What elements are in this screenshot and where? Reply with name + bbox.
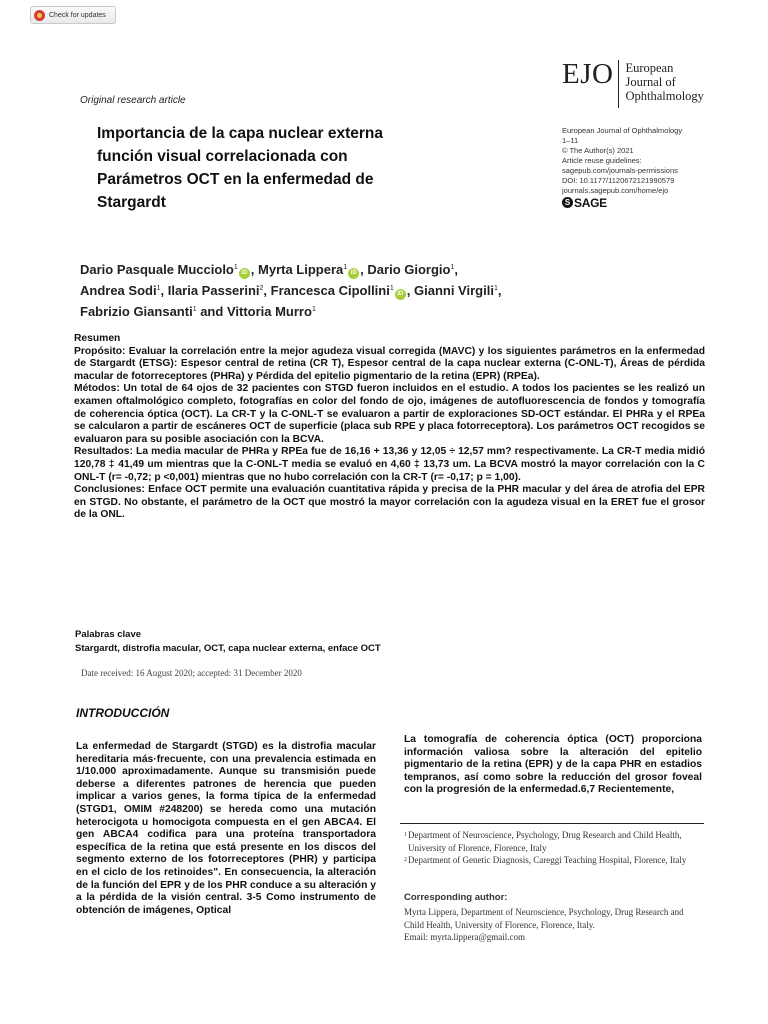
article-title <box>97 122 477 214</box>
journal-abbreviation: EJO <box>562 58 614 90</box>
keywords-heading: Palabras clave <box>75 629 142 640</box>
author-name: Andrea Sodi <box>80 283 157 298</box>
check-for-updates-label: Check for updates <box>49 11 106 19</box>
check-for-updates-badge[interactable] <box>30 6 116 24</box>
author-name: Myrta Lippera <box>258 262 344 277</box>
author-affiliation-mark: 1 <box>311 306 316 313</box>
abstract-results: Resultados: La media macular de PHRa y RPEa fue de 16,16 + 13,36 y 12,05 ÷ 12,57 mm? respectivamente. La CR-T media midió 120,78 ‡ 41,49 um mientras que la C-ONL-T media se evaluó en 4,60 ‡ 13,73 um. La BCVA mostró la mayor correlación con la C ONL-T (r= -0,72; p <0,001) mientras que no hubo correlación con la CR-T (r= -0,17; p = 1,00). <box>74 446 705 483</box>
abstract <box>74 333 705 522</box>
corresponding-author <box>404 906 704 944</box>
journal-metadata <box>562 126 762 208</box>
received-dates: Date received: 16 August 2020; accepted: 31 December 2020 <box>81 668 302 678</box>
journal-name-line: European <box>625 61 674 75</box>
publisher-name: SAGE <box>574 195 607 210</box>
meta-reuse-label: Article reuse guidelines: <box>562 156 642 165</box>
author-affiliation-mark: 1 <box>233 264 238 271</box>
author-affiliation-mark: 2 <box>259 285 264 292</box>
author-name: Vittoria Murro <box>226 304 312 319</box>
abstract-methods: Métodos: Un total de 64 ojos de 32 pacientes con STGD fueron incluidos en el estudio. A todos los pacientes se les realizó un examen oftalmológico completo, fotografías en color del fondo de ojo, imágenes de autofluorescencia de fondos y tomografía de coherencia óptica (OCT). La CR-T y la C-ONL-T se evaluaron a partir de exploraciones SD-OCT estándar. El PHRa y el RPEa se calcularon a partir de escáneres OCT de superficie (placa sub RPE y placa fotorreceptora). Los parámetros OCT recogidos se evaluaron para su posible asociación con la BCVA. <box>74 383 705 445</box>
corresponding-author-address: Myrta Lippera, Department of Neuroscience, Psychology, Drug Research and Child Health, University of Florence, Florence, Italy. <box>404 907 684 930</box>
article-type: Original research article <box>80 95 186 106</box>
author-affiliation-mark: 1 <box>450 264 455 271</box>
publisher-logo <box>562 197 762 208</box>
affiliation-item <box>404 854 704 867</box>
author-name: Dario Giorgio <box>367 262 451 277</box>
affiliation-text: Department of Neuroscience, Psychology, Drug Research and Child Health, University of Florence, Florence, Italy <box>408 830 682 853</box>
orcid-icon[interactable]: iD <box>239 268 250 279</box>
meta-journal: European Journal of Ophthalmology <box>562 126 683 135</box>
introduction-right-column: La tomografía de coherencia óptica (OCT) proporciona información valiosa sobre la alteración del epitelio pigmentario de la retina (EPR) y de la capa PHR en estadios tempranos, así como sobre la reducción del grosor foveal con la progresión de la enfermedad.6,7 Recientemente, <box>404 734 702 796</box>
title-line: Importancia de la capa nuclear externa <box>97 125 384 142</box>
author-affiliation-mark: 1 <box>389 285 394 292</box>
crossmark-icon <box>34 10 45 21</box>
keywords-text: Stargardt, distrofia macular, OCT, capa nuclear externa, enface OCT <box>75 643 381 654</box>
sage-logo-icon: S <box>562 197 573 208</box>
journal-name-line: Journal of <box>625 75 676 89</box>
corresponding-author-email[interactable]: Email: myrta.lippera@gmail.com <box>404 932 526 942</box>
footnote-divider <box>400 823 704 824</box>
title-line: Stargardt <box>97 194 166 211</box>
abstract-conclusions: Conclusiones: Enface OCT permite una evaluación cuantitativa rápida y precisa de la PHR macular y del área de atrofia del EPR en STGD. No obstante, el parámetro de la OCT que mostró la mayor correlación con la agudeza visual en la ERET fue el grosor de la ONL. <box>74 484 705 521</box>
orcid-icon[interactable]: iD <box>395 289 406 300</box>
corresponding-author-heading: Corresponding author: <box>404 892 508 903</box>
affiliation-item <box>404 829 704 854</box>
author-affiliation-mark: 1 <box>156 285 161 292</box>
meta-copyright: © The Author(s) 2021 <box>562 146 634 155</box>
abstract-purpose: Propósito: Evaluar la correlación entre la mejor agudeza visual corregida (MAVC) y los siguientes parámetros en la enfermedad de Stargardt (ETSG): Espesor central de retina (CR T), Espesor central de la capa nuclear externa (C-ONL-T), Áreas de pérdida macular de fotorreceptores (PHRa) y Pérdida del epitelio pigmentario de la retina (EPR) (RPEa). <box>74 345 705 382</box>
introduction-heading: INTRODUCCIÓN <box>76 706 170 720</box>
title-line: función visual correlacionada con <box>97 148 348 165</box>
meta-permissions-link[interactable]: sagepub.com/journals-permissions <box>562 166 678 175</box>
author-name: Gianni Virgili <box>413 283 494 298</box>
journal-name-line: Ophthalmology <box>625 89 704 103</box>
title-line: Parámetros OCT en la enfermedad de <box>97 171 374 188</box>
author-name: Ilaria Passerini <box>167 283 260 298</box>
meta-doi[interactable]: DOI: 10.1177/1120672121990579 <box>562 176 675 185</box>
abstract-heading: Resumen <box>74 333 121 344</box>
affiliation-text: Department of Genetic Diagnosis, Careggi Teaching Hospital, Florence, Italy <box>408 855 687 865</box>
journal-name <box>625 58 703 103</box>
affiliations <box>404 829 704 867</box>
author-name: Francesca Cipollini <box>270 283 390 298</box>
affiliation-number: 1 <box>404 832 407 838</box>
meta-journal-link[interactable]: journals.sagepub.com/home/ejo <box>562 186 669 195</box>
author-affiliation-mark: 1 <box>493 285 498 292</box>
author-affiliation-mark: 1 <box>192 306 197 313</box>
author-list: Dario Pasquale Mucciolo$^1$iD , Myrta Lippera$^1$iD , Dario Giorgio$^1$, Andrea Sodi$^1$, Ilaria Passerini$^2$, Francesca Cipollini$^1$iD , Gianni Virgili$^1$, Fabrizio Giansanti$^1$ and Vittoria Murro$^1$ <box>80 262 502 319</box>
journal-logo <box>562 58 704 108</box>
meta-pages: 1–11 <box>562 136 579 145</box>
logo-divider <box>618 60 619 108</box>
affiliation-number: 2 <box>404 857 407 863</box>
orcid-icon[interactable]: iD <box>348 268 359 279</box>
author-affiliation-mark: 1 <box>343 264 348 271</box>
introduction-left-column: La enfermedad de Stargardt (STGD) es la distrofia macular hereditaria más·frecuente, con una prevalencia estimada en 1/10.000 aproximadamente. Aunque su transmisión puede deberse a diferentes patrones de herencia que pueden implicar a varios genes, la forma típica de la enfermedad (STGD1, OMIM #248200) se hereda como una mutación heterocigota u homocigota compuesta en el gen ABCA4. El gen ABCA4 codifica para una proteína transportadora específica de la retina que está presente en los discos del segmento externo de los fotorreceptores (PHR) y participa en el ciclo de los retinoides". En consecuencia, la alteración de la función del EPR y de los PHR conduce a su alteración y a la pérdida de la visión central. 3-5 Como instrumento de obtención de imágenes, Optical <box>76 741 376 916</box>
author-name: Dario Pasquale Mucciolo <box>80 262 234 277</box>
author-name: Fabrizio Giansanti <box>80 304 193 319</box>
